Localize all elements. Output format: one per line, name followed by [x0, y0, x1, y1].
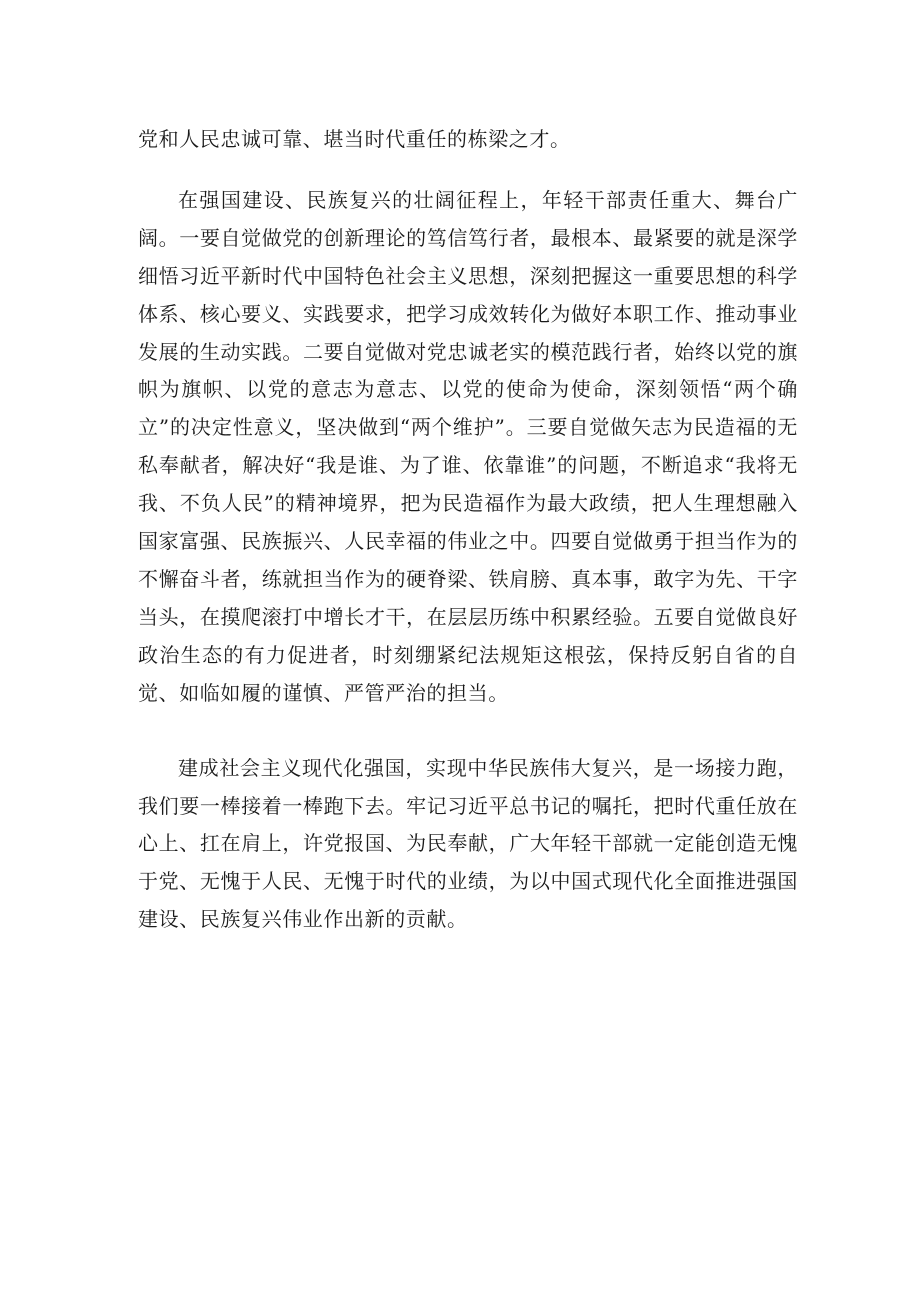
paragraph-young-cadres-requirements: 在强国建设、民族复兴的壮阔征程上，年轻干部责任重大、舞台广阔。一要自觉做党的创新理论的笃信笃行者，最根本、最紧要的就是深学细悟习近平新时代中国特色社会主义思想，深刻把握这一重要思想的科学体系、核心要义、实践要求，把学习成效转化为做好本职工作、推动事业发展的生动实践。二要自觉做对党忠诚老实的模范践行者，始终以党的旗帜为旗帜、以党的意志为意志、以党的使命为使命，深刻领悟“两个确立”的决定性意义，坚决做到“两个维护”。三要自觉做矢志为民造福的无私奉献者，解决好“我是谁、为了谁、依靠谁”的问题，不断追求“我将无我、不负人民”的精神境界，把为民造福作为最大政绩，把人生理想融入国家富强、民族振兴、人民幸福的伟业之中。四要自觉做勇于担当作为的不懈奋斗者，练就担当作为的硬脊梁、铁肩膀、真本事，敢字为先、干字当头，在摸爬滚打中增长才干，在层层历练中积累经验。五要自觉做良好政治生态的有力促进者，时刻绷紧纪法规矩这根弦，保持反躬自省的自觉、如临如履的谨慎、严管严治的担当。 [138, 187, 798, 705]
paragraph-continuation: 党和人民忠诚可靠、堪当时代重任的栋梁之才。 [138, 127, 571, 151]
document-body [138, 121, 798, 939]
paragraph-conclusion: 建成社会主义现代化强国，实现中华民族伟大复兴，是一场接力跑，我们要一棒接着一棒跑下去。牢记习近平总书记的嘱托，把时代重任放在心上、扛在肩上，许党报国、为民奉献，广大年轻干部就一定能创造无愧于党、无愧于人民、无愧于时代的业绩，为以中国式现代化全面推进强国建设、民族复兴伟业作出新的贡献。 [138, 755, 798, 932]
